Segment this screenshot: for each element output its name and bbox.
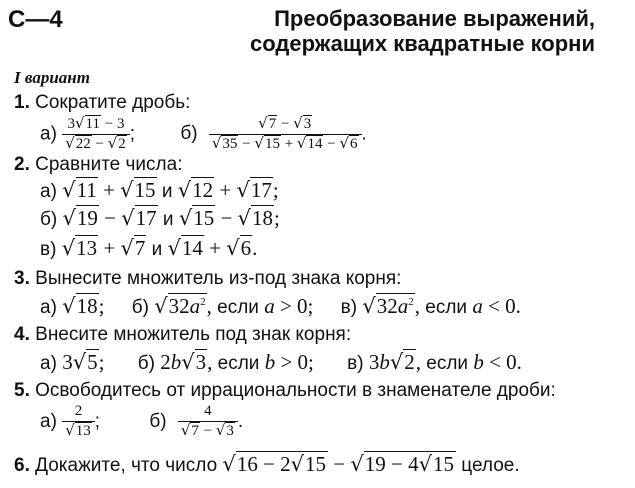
item-label: а): [40, 297, 57, 318]
item-label: а): [40, 181, 57, 202]
worksheet-code: С—4: [8, 6, 63, 33]
task-text: Докажите, что число: [35, 455, 218, 476]
task-text: Сократите дробь:: [35, 92, 191, 113]
task-text: Сравните числа:: [35, 154, 183, 175]
task-5: [14, 380, 556, 402]
task-2-item-v: в) √13 + √7 и √14 + √6.: [40, 236, 258, 260]
title-line-1: Преобразование выражений,: [274, 6, 595, 31]
task-1: [14, 92, 190, 114]
item-label: в): [340, 297, 358, 318]
if-word: если: [426, 353, 469, 374]
task-number: 4.: [14, 324, 30, 345]
title-line-2: содержащих квадратные корни: [250, 31, 595, 56]
item-label: в): [347, 353, 364, 374]
task-6-suffix: целое.: [461, 455, 520, 476]
task-3-items: а) √18; б) $√32a^2$, если a > 0; в) $√32a^2$, если a < 0.: [40, 294, 521, 318]
task-number: 3.: [14, 268, 30, 289]
task-text: Вынесите множитель из-под знака корня:: [35, 268, 402, 289]
task-number: 5.: [14, 380, 30, 401]
task-1-items: а) $\frac{3√11 - 3}{√22 - √2}$ ; б) $\frac{√7 - √3}{√35 - √15 + √14 - √6}$ .: [40, 114, 367, 152]
task-5-items: а) $\frac{2}{√13}$ ; б) $\frac{4}{√7 - √3}$ .: [40, 403, 244, 439]
and-word: и: [161, 181, 173, 202]
if-word: если: [425, 297, 468, 318]
if-word: если: [217, 297, 259, 318]
fraction-1b: $\frac{√7 - √3}{√35 - √15 + √14 - √6}$: [209, 116, 362, 153]
task-4-items: а) 3√5; б) 2b√3, если b > 0; в) 3b√2, если b < 0.: [40, 350, 522, 374]
task-6-expression: √16 − 2√15 − √19 − 4√15: [222, 452, 455, 476]
if-word: если: [217, 353, 260, 374]
item-label: а): [40, 410, 57, 432]
item-label: в): [40, 239, 57, 260]
item-label: а): [40, 353, 57, 374]
item-label: б): [137, 353, 155, 374]
item-label: б): [131, 297, 149, 318]
task-2-item-a: а) √11 + √15 и √12 + √17;: [40, 178, 279, 202]
task-number: 1.: [14, 92, 30, 113]
and-word: и: [151, 239, 163, 260]
variant-label: I вариант: [14, 68, 90, 87]
item-label: б): [149, 410, 167, 432]
task-3: [14, 268, 401, 290]
task-text: Внесите множитель под знак корня:: [35, 324, 352, 345]
task-number: 6.: [14, 455, 30, 476]
item-label: а): [40, 123, 57, 145]
task-number: 2.: [14, 154, 30, 175]
item-label: б): [180, 123, 198, 145]
task-text: Освободитесь от иррациональности в знаменателе дроби:: [35, 380, 556, 401]
and-word: и: [162, 209, 174, 230]
task-2: [14, 154, 182, 176]
task-4: [14, 324, 351, 346]
task-6: [14, 452, 520, 477]
fraction-5a: $\frac{2}{√13}$: [62, 404, 95, 440]
item-label: б): [40, 209, 58, 230]
fraction-1a: $\frac{3√11 - 3}{√22 - √2}$: [62, 116, 130, 153]
fraction-5b: $\frac{4}{√7 - √3}$: [178, 404, 238, 440]
task-2-item-b: б) √19 − √17 и √15 − √18;: [40, 206, 280, 230]
